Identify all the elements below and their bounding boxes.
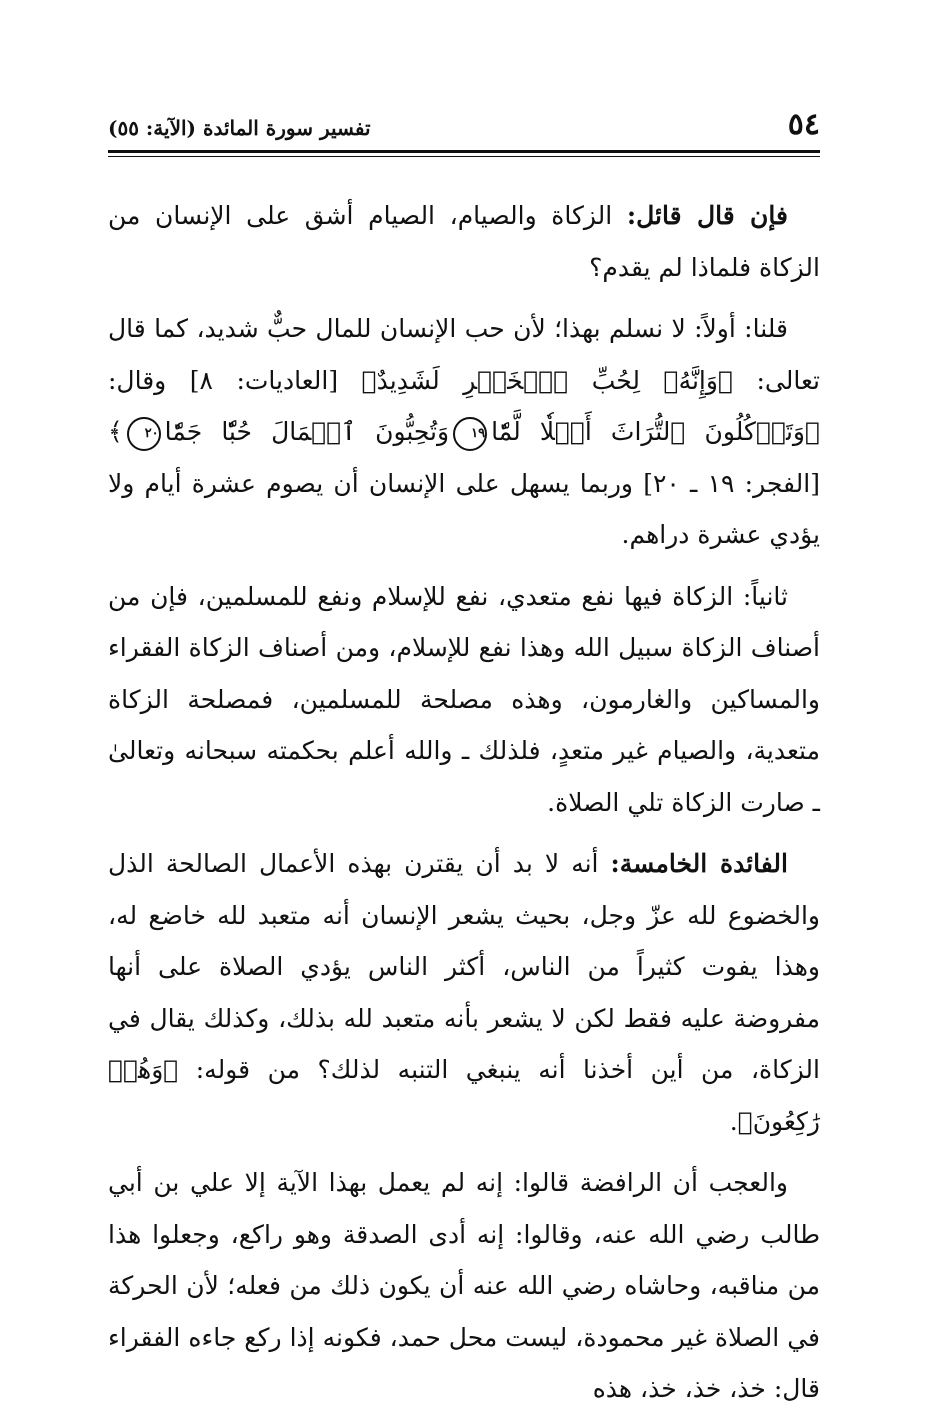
page-header	[108, 106, 820, 148]
quran-quote-fajr-19: ﴿وَتَأۡكُلُونَ ٱلتُّرَاثَ أَكۡلٗا لَّمّٗا	[491, 417, 820, 446]
paragraph-text: والعجب أن الرافضة قالوا: إنه لم يعمل بهذا الآية إلا علي بن أبي طالب رضي الله عنه، وقالوا: إنه أدى الصدقة وهو راكع، وجعلوا هذا من مناقبه، وحاشاه رضي الله عنه أن يكون ذلك من فعله؛ لأن الحركة في الصلاة غير محمودة، ليست محل حمد، فكونه إذا ركع جاءه الفقراء قال: خذ، خذ، خذ، هذه	[108, 1168, 820, 1403]
paragraph-text: أنه لا بد أن يقترن بهذه الأعمال الصالحة الذل والخضوع لله عزّ وجل، بحيث يشعر الإنسان أنه متعبد لله خاضع له، وهذا يفوت كثيراً من الناس، أكثر الناس يؤدي الصلاة على أنها مفروضة عليه فقط لكن لا يشعر بأنه متعبد لله بذلك، وكذلك يقال في الزكاة، من أين أخذنا أنه ينبغي التنبه لذلك؟ من قوله:	[108, 849, 820, 1084]
paragraph-text: [الفجر: ١٩ ـ ٢٠] وربما يسهل على الإنسان أن يصوم عشرة أيام ولا يؤدي عشرة دراهم.	[108, 468, 820, 549]
paragraph-3	[108, 571, 820, 829]
page-body	[108, 190, 820, 1425]
page-number: ٥٤	[787, 107, 820, 142]
paragraph-5	[108, 1157, 820, 1415]
header-rule-thin	[108, 156, 820, 157]
paragraph-lead: فإن قال قائل:	[626, 201, 788, 230]
paragraph-1	[108, 190, 820, 293]
paragraph-2	[108, 303, 820, 561]
quran-quote-fajr-20: وَتُحِبُّونَ ٱلۡمَالَ حُبّٗا جَمّٗا	[164, 417, 450, 446]
quran-quote-rakiun: ﴿وَهُمۡ رَٰكِعُونَ﴾	[108, 1055, 820, 1136]
citation-text: [العاديات: ٨] وقال:	[108, 365, 362, 395]
quran-bracket-close: ﴾	[108, 417, 123, 446]
quran-quote-adiyat: ﴿وَإِنَّهُۥ لِحُبِّ ٱلۡخَيۡرِ لَشَدِيدٌ﴾	[361, 365, 733, 395]
paragraph-text-end: .	[729, 1106, 738, 1136]
paragraph-text: قلنا: أولاً: لا نسلم بهذا؛ لأن حب الإنسان للمال حبٌّ شديد، كما قال تعالى:	[108, 314, 820, 395]
paragraph-text: الزكاة والصيام، الصيام أشق على الإنسان من الزكاة فلماذا لم يقدم؟	[108, 201, 820, 282]
paragraph-4	[108, 838, 820, 1147]
running-title: تفسير سورة المائدة (الآية: ٥٥)	[108, 116, 371, 140]
ayah-number-marker: ١٩	[453, 417, 487, 451]
paragraph-lead: الفائدة الخامسة:	[610, 849, 788, 878]
paragraph-text: ثانياً: الزكاة فيها نفع متعدي، نفع للإسلام ونفع للمسلمين، فإن من أصناف الزكاة سبيل الله وهذا نفع للإسلام، ومن أصناف الزكاة الفقراء والمساكين والغارمون، وهذه مصلحة للمسلمين، فمصلحة الزكاة متعدية، والصيام غير متعدٍ، فلذلك ـ والله أعلم بحكمته سبحانه وتعالىٰ ـ صارت الزكاة تلي الصلاة.	[108, 581, 820, 817]
ayah-number-marker: ٢٠	[127, 417, 161, 451]
header-rule-thick	[108, 150, 820, 153]
